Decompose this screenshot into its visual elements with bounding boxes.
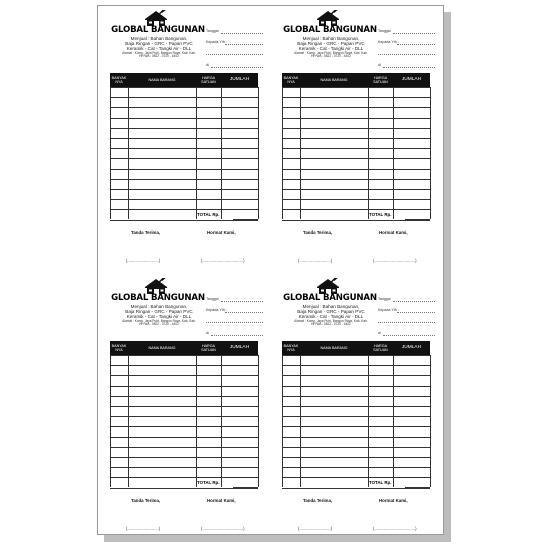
- date-label: Tanggal: [206, 29, 219, 33]
- table-row: [282, 477, 430, 478]
- column-header-unit-price: HARGA SATUAN: [201, 343, 216, 352]
- date-label: Tanggal: [378, 29, 391, 33]
- table-row: [110, 189, 258, 190]
- item-table: [110, 87, 258, 219]
- invoice-form: [109, 274, 269, 536]
- brand-name: GLOBAL BANGUNAN: [111, 293, 205, 303]
- table-row: [110, 179, 258, 180]
- recipient-field-line: [378, 322, 435, 323]
- column-header-item-name: NAMA BARANG: [320, 345, 348, 350]
- location-field-line: [383, 67, 435, 68]
- table-row: [110, 128, 258, 129]
- business-info: [111, 304, 207, 327]
- table-row: [110, 467, 258, 468]
- total-label: TOTAL Rp.: [369, 480, 392, 485]
- item-table: [110, 355, 258, 487]
- business-info: [283, 36, 379, 59]
- address-line: Alamat : Komp. Jaya Putri, Bangun Raya, Kab. Kab.: [294, 50, 368, 55]
- invoice-form: [281, 6, 441, 268]
- column-header-total: JUMLAH: [229, 344, 250, 350]
- table-row: [110, 169, 258, 170]
- sender-signature-blank: (...................................): [201, 258, 245, 263]
- table-row: [282, 209, 430, 210]
- address-line: Alamat : Komp. Jaya Putri, Bangun Raya, Kab. Kab.: [122, 50, 196, 55]
- tagline-line: Menjual : Bahan Bangunan,: [302, 36, 360, 41]
- recipient-field-line: [206, 54, 263, 55]
- invoice-form: [281, 274, 441, 536]
- brand-name: GLOBAL BANGUNAN: [283, 25, 377, 35]
- date-field-line: [393, 301, 435, 302]
- tagline-line: Menjual : Bahan Bangunan,: [130, 304, 188, 309]
- recipient-label: Kepada Yth :: [378, 308, 399, 312]
- received-label: Tanda Terima,: [131, 498, 161, 503]
- column-rule: [430, 355, 431, 487]
- receiver-signature-blank: (...........................): [298, 526, 333, 531]
- item-table: [282, 87, 430, 219]
- regards-label: Hormat Kami,: [207, 498, 236, 503]
- tagline-line: Baja Ringan - GRC - Papan PVC: [297, 41, 365, 47]
- recipient-label: Kepada Yth :: [378, 40, 399, 44]
- table-row: [110, 477, 258, 478]
- regards-label: Hormat Kami,: [207, 230, 236, 235]
- receiver-signature-blank: (...........................): [126, 258, 161, 263]
- table-row: [282, 158, 430, 159]
- table-row: [110, 97, 258, 98]
- table-row: [110, 199, 258, 200]
- table-row: [110, 365, 258, 366]
- brand-name: GLOBAL BANGUNAN: [111, 25, 205, 35]
- location-field-line: [211, 335, 263, 336]
- column-header-item-name: NAMA BARANG: [148, 77, 176, 82]
- phone-line: HP/WA : 0822 - 0720 - 4402: [311, 322, 351, 327]
- tagline-line: Keramik - Cat - Tangki Air - DLL: [126, 46, 192, 52]
- recipient-label: Kepada Yth :: [206, 40, 227, 44]
- sender-signature-blank: (...................................): [373, 258, 417, 263]
- tagline-line: Keramik - Cat - Tangki Air - DLL: [298, 46, 364, 52]
- column-header-total: JUMLAH: [229, 76, 250, 82]
- column-header-item-name: NAMA BARANG: [320, 77, 348, 82]
- phone-line: HP/WA : 0822 - 0720 - 4402: [311, 54, 351, 59]
- table-header: [282, 341, 430, 355]
- table-row: [282, 406, 430, 407]
- table-row: [282, 365, 430, 366]
- column-rule: [430, 87, 431, 219]
- date-label: Tanggal: [206, 297, 219, 301]
- recipient-field-line: [225, 44, 263, 45]
- table-row: [110, 396, 258, 397]
- column-header-unit-price: HARGA SATUAN: [373, 343, 388, 352]
- table-row: [110, 148, 258, 149]
- tagline-line: Menjual : Bahan Bangunan,: [302, 304, 360, 309]
- column-header-qty: BANYAK NYA: [111, 75, 127, 84]
- table-row: [282, 426, 430, 427]
- receiver-signature-blank: (...........................): [298, 258, 333, 263]
- location-label: di: [206, 63, 209, 67]
- table-row: [282, 138, 430, 139]
- date-label: Tanggal: [378, 297, 391, 301]
- table-row: [110, 209, 258, 210]
- received-label: Tanda Terima,: [303, 230, 333, 235]
- table-row: [282, 437, 430, 438]
- table-row: [282, 355, 430, 356]
- date-field-line: [221, 301, 263, 302]
- table-row: [110, 138, 258, 139]
- recipient-field-line: [378, 54, 435, 55]
- date-field-line: [221, 33, 263, 34]
- table-row: [110, 457, 258, 458]
- total-rule: [233, 219, 258, 220]
- location-label: di: [378, 63, 381, 67]
- received-label: Tanda Terima,: [303, 498, 333, 503]
- table-row: [110, 426, 258, 427]
- receiver-signature-blank: (...........................): [126, 526, 161, 531]
- tagline-line: Menjual : Bahan Bangunan,: [130, 36, 188, 41]
- table-row: [282, 128, 430, 129]
- table-row: [282, 467, 430, 468]
- table-row: [282, 457, 430, 458]
- table-row: [110, 118, 258, 119]
- received-label: Tanda Terima,: [131, 230, 161, 235]
- date-field-line: [393, 33, 435, 34]
- table-row: [282, 396, 430, 397]
- table-row: [282, 386, 430, 387]
- address-line: Alamat : Komp. Jaya Putri, Bangun Raya, Kab. Kab.: [122, 318, 196, 323]
- table-row: [110, 406, 258, 407]
- total-rule: [233, 487, 258, 488]
- table-row: [282, 375, 430, 376]
- recipient-field-line: [225, 312, 263, 313]
- table-row: [282, 118, 430, 119]
- regards-label: Hormat Kami,: [379, 230, 408, 235]
- total-label: TOTAL Rp.: [197, 480, 220, 485]
- total-label: TOTAL Rp.: [197, 212, 220, 217]
- sender-signature-blank: (...................................): [373, 526, 417, 531]
- column-header-total: JUMLAH: [401, 76, 422, 82]
- brand-name: GLOBAL BANGUNAN: [283, 293, 377, 303]
- column-header-qty: BANYAK NYA: [111, 343, 127, 352]
- tagline-line: Baja Ringan - GRC - Papan PVC: [297, 309, 365, 315]
- table-row: [110, 386, 258, 387]
- table-row: [110, 107, 258, 108]
- location-label: di: [206, 331, 209, 335]
- table-row: [282, 148, 430, 149]
- tagline-line: Keramik - Cat - Tangki Air - DLL: [126, 314, 192, 320]
- table-row: [282, 189, 430, 190]
- column-header-total: JUMLAH: [401, 344, 422, 350]
- table-row: [282, 107, 430, 108]
- column-header-item-name: NAMA BARANG: [148, 345, 176, 350]
- column-rule: [258, 355, 259, 487]
- table-row: [110, 447, 258, 448]
- invoice-form: [109, 6, 269, 268]
- total-label: TOTAL Rp.: [369, 212, 392, 217]
- tagline-line: Baja Ringan - GRC - Papan PVC: [125, 309, 193, 315]
- total-rule: [405, 219, 430, 220]
- table-row: [282, 447, 430, 448]
- column-header-unit-price: HARGA SATUAN: [201, 75, 216, 84]
- recipient-field-line: [206, 322, 263, 323]
- table-row: [282, 169, 430, 170]
- location-label: di: [378, 331, 381, 335]
- tagline-line: Baja Ringan - GRC - Papan PVC: [125, 41, 193, 47]
- column-rule: [258, 87, 259, 219]
- phone-line: HP/WA : 0822 - 0720 - 4402: [139, 54, 179, 59]
- table-row: [110, 416, 258, 417]
- invoice-sheet: [97, 5, 444, 535]
- sender-signature-blank: (...................................): [201, 526, 245, 531]
- location-field-line: [383, 335, 435, 336]
- column-header-qty: BANYAK NYA: [283, 343, 299, 352]
- phone-line: HP/WA : 0822 - 0720 - 4402: [139, 322, 179, 327]
- column-header-unit-price: HARGA SATUAN: [373, 75, 388, 84]
- table-header: [282, 73, 430, 87]
- table-row: [110, 355, 258, 356]
- recipient-label: Kepada Yth :: [206, 308, 227, 312]
- recipient-field-line: [397, 312, 435, 313]
- business-info: [283, 304, 379, 327]
- table-row: [110, 437, 258, 438]
- business-info: [111, 36, 207, 59]
- table-header: [110, 73, 258, 87]
- location-field-line: [211, 67, 263, 68]
- table-header: [110, 341, 258, 355]
- recipient-field-line: [397, 44, 435, 45]
- table-row: [282, 179, 430, 180]
- address-line: Alamat : Komp. Jaya Putri, Bangun Raya, Kab. Kab.: [294, 318, 368, 323]
- table-row: [282, 87, 430, 88]
- table-row: [282, 199, 430, 200]
- table-row: [110, 375, 258, 376]
- column-header-qty: BANYAK NYA: [283, 75, 299, 84]
- regards-label: Hormat Kami,: [379, 498, 408, 503]
- table-row: [110, 158, 258, 159]
- table-row: [110, 87, 258, 88]
- table-row: [282, 416, 430, 417]
- total-rule: [405, 487, 430, 488]
- table-row: [282, 97, 430, 98]
- item-table: [282, 355, 430, 487]
- tagline-line: Keramik - Cat - Tangki Air - DLL: [298, 314, 364, 320]
